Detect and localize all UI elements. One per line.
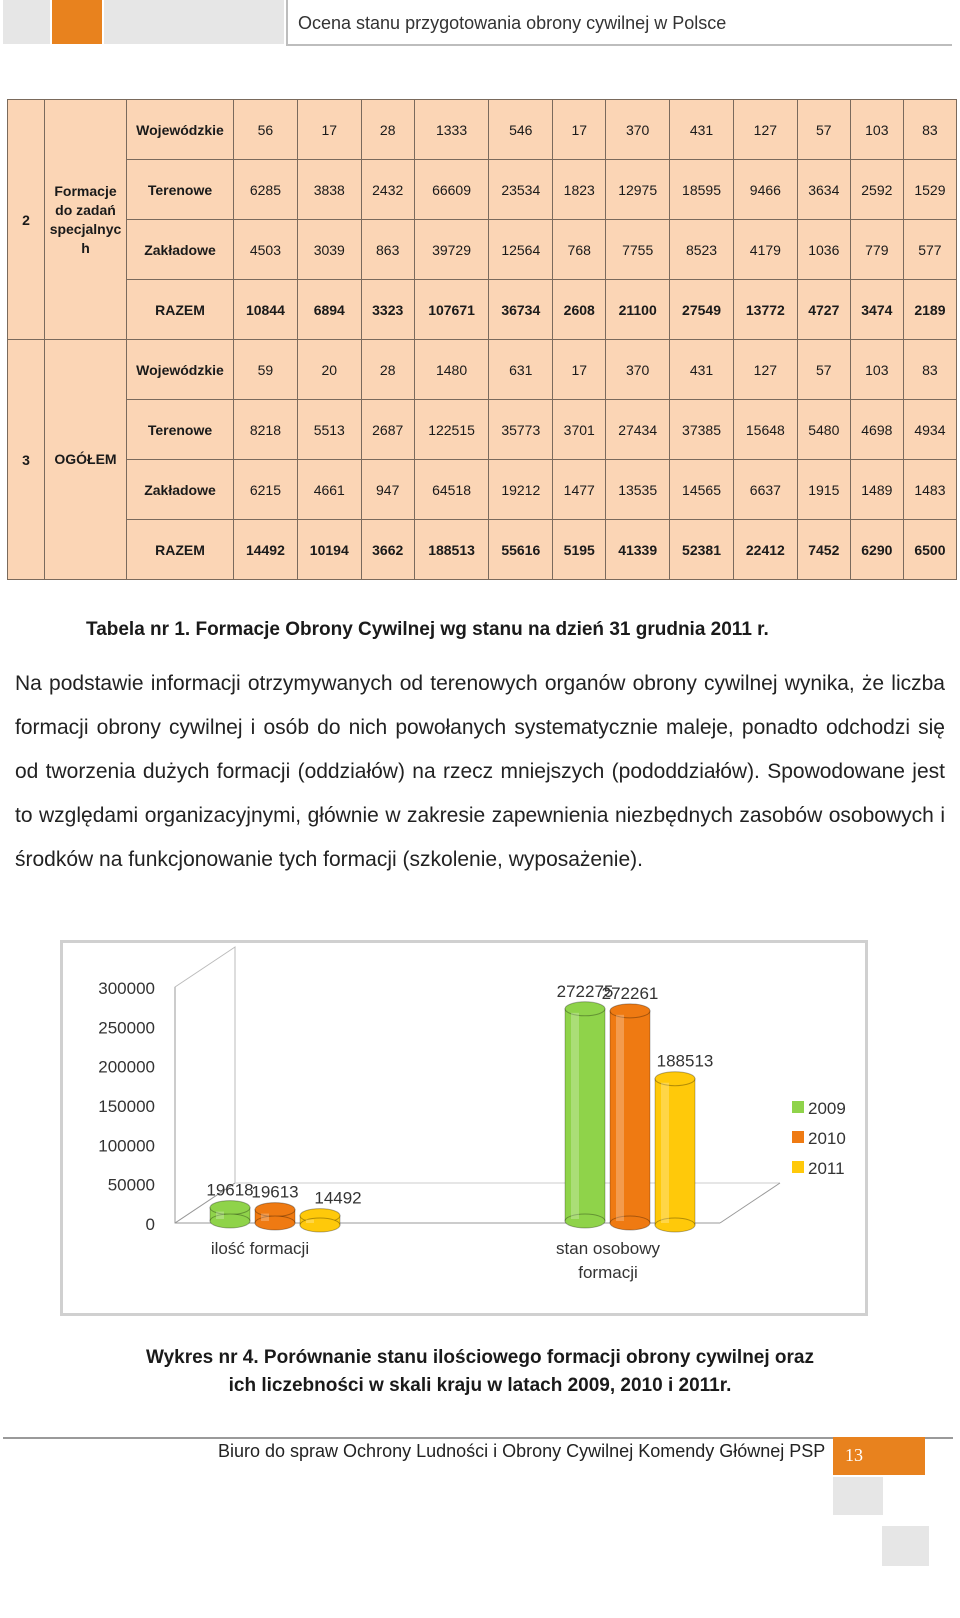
table-cell: 3701 [553,400,606,460]
table-cell: 779 [850,220,903,280]
table-cell: 6215 [234,460,298,520]
footer-text: Biuro do spraw Ochrony Ludności i Obrony Cywilnej Komendy Głównej PSP [218,1441,826,1461]
bar-shine [261,1214,269,1221]
table-cell: 59 [234,340,298,400]
data-label: 14492 [314,1188,362,1208]
table-row [8,400,957,460]
header-decor-orange [52,0,102,44]
table-row [8,460,957,520]
legend-label: 2011 [808,1159,845,1178]
x-category-label: stan osobowy [556,1239,660,1258]
data-label: 19613 [251,1182,299,1202]
table-cell: 863 [361,220,414,280]
row-label: Zakładowe [127,460,234,520]
table-cell: 431 [670,100,734,160]
table-cell: 2432 [361,160,414,220]
table-cell: 107671 [414,280,489,340]
group-label-line: do zadań [55,201,116,218]
table-cell: 546 [489,100,553,160]
table-cell: 1915 [797,460,850,520]
table-cell: 127 [733,100,797,160]
table-cell: 57 [797,100,850,160]
table-cell: 17 [297,100,361,160]
table-cell: 6500 [903,520,956,580]
group-label-line: specjalnyc [49,220,122,237]
table-cell: 12975 [606,160,670,220]
table-cell: 2687 [361,400,414,460]
table-row [8,520,957,580]
table-cell: 3039 [297,220,361,280]
table-cell: 370 [606,100,670,160]
table-cell: 13535 [606,460,670,520]
table-cell: 1036 [797,220,850,280]
table-cell: 52381 [670,520,734,580]
row-label: Wojewódzkie [127,340,234,400]
table-cell: 64518 [414,460,489,520]
table-cell: 10194 [297,520,361,580]
table-row [8,160,957,220]
table-cell: 10844 [234,280,298,340]
header-decor-gray [3,0,50,44]
table-cell: 103 [850,340,903,400]
table-cell: 4698 [850,400,903,460]
table-cell: 19212 [489,460,553,520]
table-cell: 3323 [361,280,414,340]
table-cell: 7452 [797,520,850,580]
table-cell: 1823 [553,160,606,220]
table-cell: 370 [606,340,670,400]
table-cell: 103 [850,100,903,160]
table-caption: Tabela nr 1. Formacje Obrony Cywilnej wg stanu na dzień 31 grudnia 2011 r. [86,619,769,640]
y-tick-label: 300000 [98,979,155,998]
row-label: Zakładowe [127,220,234,280]
table-cell: 1489 [850,460,903,520]
group-label-line: h [81,239,90,256]
table-cell: 6637 [733,460,797,520]
table-cell: 1529 [903,160,956,220]
legend-label: 2010 [808,1129,846,1148]
table-cell: 2189 [903,280,956,340]
table-cell: 56 [234,100,298,160]
group-number: 2 [8,100,45,340]
table-cell: 577 [903,220,956,280]
table-cell: 631 [489,340,553,400]
data-label: 272261 [601,983,659,1003]
table-cell: 431 [670,340,734,400]
x-category-label: ilość formacji [210,1239,310,1258]
table-cell: 55616 [489,520,553,580]
footer-decor-gray-small [882,1526,929,1566]
table-cell: 14492 [234,520,298,580]
table-cell: 23534 [489,160,553,220]
group-label-line: OGÓŁEM [54,451,117,467]
table-cell: 4727 [797,280,850,340]
table-cell: 15648 [733,400,797,460]
table-cell: 28 [361,100,414,160]
table-cell: 6285 [234,160,298,220]
table-cell: 28 [361,340,414,400]
table-cell: 8218 [234,400,298,460]
floor-edge-right [720,1183,780,1223]
table-cell: 36734 [489,280,553,340]
table-cell: 2608 [553,280,606,340]
y-tick-label: 250000 [98,1018,155,1038]
y-tick-label: 150000 [98,1097,155,1116]
body-paragraph [15,662,945,882]
table-cell: 12564 [489,220,553,280]
header-divider [286,44,952,46]
table-cell: 27434 [606,400,670,460]
table-row [8,100,957,160]
table-cell: 14565 [670,460,734,520]
group-label [45,100,127,340]
data-label: 19618 [206,1180,254,1200]
table-cell: 3838 [297,160,361,220]
table-cell: 17 [553,340,606,400]
table-cell: 66609 [414,160,489,220]
legend-swatch-2009 [792,1101,804,1113]
header-decor-gray-wide [104,0,284,44]
table-cell: 1483 [903,460,956,520]
chart-caption-line-2: ich liczebności w skali kraju w latach 2009, 2010 i 2011r. [228,1375,732,1396]
table-cell: 3634 [797,160,850,220]
bar-shine [571,1013,579,1219]
table-cell: 3662 [361,520,414,580]
chart-caption-line-1: Wykres nr 4. Porównanie stanu ilościowego formacji obrony cywilnej oraz [146,1347,814,1368]
formations-table [7,99,957,580]
y-tick-label: 50000 [107,1175,155,1195]
footer-decor-gray [833,1477,883,1515]
chart-caption [0,1344,960,1400]
table-cell: 18595 [670,160,734,220]
table-cell: 9466 [733,160,797,220]
y-tick-label: 0 [145,1215,155,1234]
table-row [8,280,957,340]
group-label [45,340,127,580]
row-label: Terenowe [127,160,234,220]
table-cell: 5195 [553,520,606,580]
document-title: Ocena stanu przygotowania obrony cywilnej w Polsce [298,13,727,33]
table-cell: 4934 [903,400,956,460]
table-cell: 13772 [733,280,797,340]
table-cell: 27549 [670,280,734,340]
table-cell: 1480 [414,340,489,400]
table-cell: 1477 [553,460,606,520]
y-tick-label: 200000 [98,1057,155,1077]
table-cell: 6894 [297,280,361,340]
table-row [8,340,957,400]
table-cell: 127 [733,340,797,400]
bar-shine [661,1083,669,1223]
paragraph-text: Na podstawie informacji otrzymywanych od terenowych organów obrony cywilnej wynika, że liczba formacji obrony cywilnej i osób do nich powołanych systematycznie maleje, ponadto odchodzi się od tworzenia dużych formacji (oddziałów) na rzecz mniejszych (pododdziałów). Spowodowane jest to względami organizacyjnymi, głównie w zakresie zapewnienia niezbędnych zasobów osobowych i środków na funkcjonowanie tych formacji (szkolenie, wyposażenie). [15,672,945,871]
row-label: RAZEM [127,280,234,340]
table-cell: 188513 [414,520,489,580]
row-label: RAZEM [127,520,234,580]
table-cell: 2592 [850,160,903,220]
bar-chart [60,940,868,1316]
data-label: 272275 [556,981,614,1001]
bar-shine [616,1015,624,1221]
legend-swatch-2010 [792,1131,804,1143]
legend-label: 2009 [808,1099,846,1118]
footer-divider [3,1437,953,1439]
table-cell: 6290 [850,520,903,580]
table-cell: 83 [903,340,956,400]
table-cell: 4503 [234,220,298,280]
row-label: Terenowe [127,400,234,460]
group-label-line: Formacje [54,182,117,199]
table-cell: 20 [297,340,361,400]
legend-swatch-2011 [792,1161,804,1173]
header-divider-vertical [286,0,288,46]
table-cell: 39729 [414,220,489,280]
table-cell: 35773 [489,400,553,460]
bar-shine [216,1212,224,1219]
table-cell: 22412 [733,520,797,580]
table-row [8,220,957,280]
bar-shine [306,1220,314,1223]
table-cell: 947 [361,460,414,520]
page-number: 13 [845,1445,863,1465]
row-label: Wojewódzkie [127,100,234,160]
table-cell: 57 [797,340,850,400]
table-cell: 17 [553,100,606,160]
table-cell: 122515 [414,400,489,460]
table-cell: 4661 [297,460,361,520]
group-number: 3 [8,340,45,580]
y-tick-label: 100000 [98,1136,155,1156]
table-cell: 83 [903,100,956,160]
table-cell: 37385 [670,400,734,460]
table-cell: 21100 [606,280,670,340]
table-cell: 1333 [414,100,489,160]
table-cell: 8523 [670,220,734,280]
data-label: 188513 [656,1051,714,1071]
table-cell: 4179 [733,220,797,280]
table-cell: 5513 [297,400,361,460]
x-category-label: formacji [578,1263,638,1282]
table-cell: 7755 [606,220,670,280]
table-cell: 41339 [606,520,670,580]
table-cell: 3474 [850,280,903,340]
table-cell: 768 [553,220,606,280]
table-cell: 5480 [797,400,850,460]
